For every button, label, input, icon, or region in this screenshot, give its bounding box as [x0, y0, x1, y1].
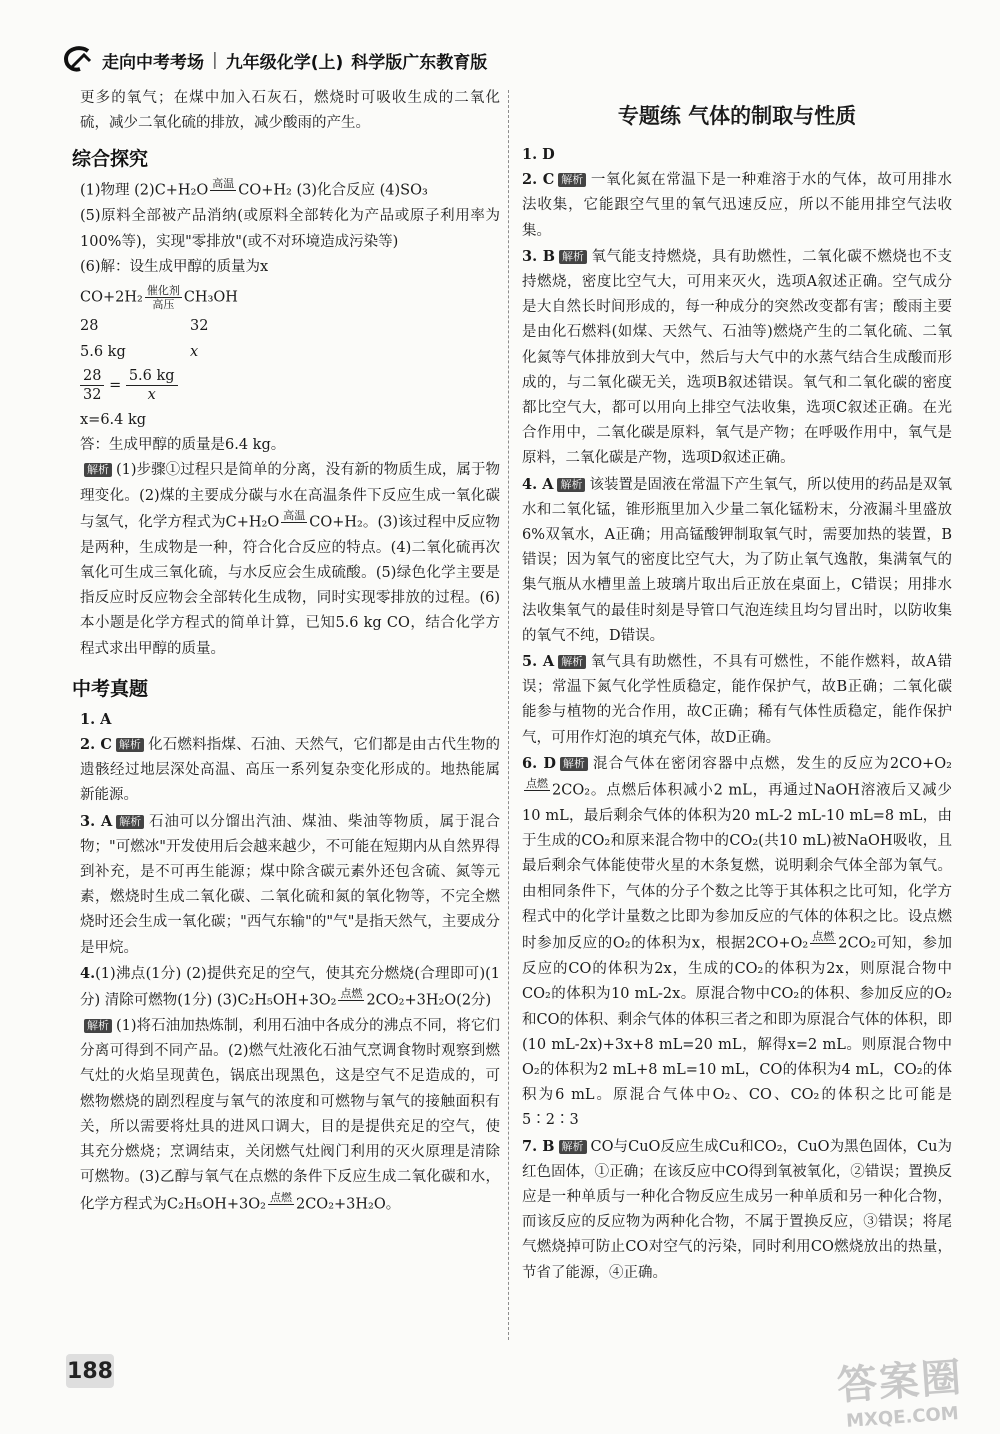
question-2: 2. C 解析 一氧化氮在常温下是一种难溶于水的气体，故可用排水法收集，它能跟空气里的氧气迅速反应，所以不能用排空气法收集。: [522, 171, 952, 239]
question-4: 4.(1)沸点(1分) (2)提供充足的空气，使其充分燃烧(合理即可)(1分) 清除可燃物(1分) (3)C₂H₅OH+3O₂ 点燃 2CO₂+3H₂O(2分): [80, 961, 500, 1014]
mass-value-row: 5.6 kg x: [80, 344, 199, 361]
page-number: 188: [66, 1354, 114, 1388]
page-header: 走向中考考场 | 九年级化学(上) 科学版广东教育版: [62, 42, 962, 78]
question-3: 3. B 解析 氧气能支持燃烧，具有助燃性，二氧化碳不燃烧也不支持燃烧，密度比空气大，可用来灭火，选项A叙述正确。空气成分是大自然长时间形成的，每一种成分的突然改变都有害；酸雨主要是由化石燃料(如煤、天然气、石油等)燃烧产生的二氧化硫、二氧化氮等气体排放到大气中，然后与大气中的水蒸气结合生成酸而形成的，与二氧化碳无关，选项B叙述错误。氧气和二氧化碳的密度都比空气大，都可以用向上排空气法收集，选项C叙述正确。在光合作用中，二氧化碳是原料，氧气是产物；在呼吸作用中，氧气是原料，二氧化碳是产物，选项D叙述正确。: [522, 247, 952, 467]
question-1: 1. D: [522, 146, 555, 163]
section-title-exam: 中考真题: [72, 677, 149, 700]
section-title-comprehensive: 综合探究: [72, 148, 149, 171]
analysis-tag: 解析: [84, 1019, 112, 1033]
reaction-condition: 点燃: [526, 777, 548, 791]
question-1: 1. A: [80, 710, 112, 728]
answer-statement: 答：生成甲醇的质量是6.4 kg。: [80, 437, 286, 454]
reaction-condition: 高温: [212, 177, 235, 191]
analysis-tag: 解析: [558, 655, 586, 669]
book-edition: 科学版广东教育版: [351, 52, 488, 73]
analysis-tag: 解析: [557, 478, 585, 492]
x-value: x=6.4 kg: [80, 412, 147, 429]
explanation: 解析 (1)步骤①过程只是简单的分离，没有新的物质生成，属于物理变化。(2)煤的主要成分碳与水在高温条件下反应生成一氧化碳与氢气，化学方程式为C+H₂O 高温 CO+H₂。(3)该过程中反应物是两种，生成物是一种，符合化合反应的特点。(4)二氧化硫再次氧化可生成三氧化硫，与水反应会生成硫酸。(5)绿色化学主要是指反应时反应物会全部转化生成物，同时实现零排放的过程。(6)本小题是化学方程式的简单计算，已知5.6 kg CO，结合化学方程式求出甲醇的质量。: [80, 462, 500, 657]
column-divider: [508, 90, 509, 1340]
analysis-tag: 解析: [559, 250, 587, 264]
right-column: [522, 86, 952, 1286]
analysis-tag: 解析: [559, 1140, 587, 1154]
reaction-condition: 高温: [283, 508, 306, 522]
reaction-condition: 点燃: [269, 1190, 292, 1204]
question-5: 5. A 解析 氧气具有助燃性，不具有可燃性，不能作燃料，故A错误；常温下氮气化学性质稳定，能作保护气，故B正确；二氧化碳能参与植物的光合作用，故C正确；稀有气体性质稳定，能作保护气，可用作灯泡的填充气体，故D正确。: [522, 653, 952, 746]
question-2: 2. C 解析 化石燃料指煤、石油、天然气，它们都是由古代生物的遗骸经过地层深处高温、高压一系列复杂变化形成的。地热能属新能源。: [80, 736, 500, 804]
question-7: 7. B 解析 CO与CuO反应生成Cu和CO₂，CuO为黑色固体，Cu为红色固体，①正确；在该反应中CO得到氧被氧化，②错误；置换反应是一种单质与一种化合物反应生成另一种单质和另一种化合物，而该反应的反应物为两种化合物，不属于置换反应，③错误；将尾气燃烧掉可防止CO对空气的污染，同时利用CO燃烧放出的热量，节省了能源，④正确。: [522, 1137, 952, 1281]
reaction-condition: 点燃: [340, 987, 363, 1001]
mass-ratio-row: 28 32: [80, 318, 209, 335]
proportion: $\frac{28}{32}$ = $\frac{5.6 kg}{x}$: [80, 367, 500, 404]
analysis-tag: 解析: [560, 757, 588, 771]
reaction-condition: 点燃: [812, 930, 835, 944]
intro-text: 更多的氧气；在煤中加入石灰石，燃烧时可吸收生成的二氧化硫，减少二氧化硫的排放，减少酸雨的产生。: [80, 90, 500, 132]
analysis-tag: 解析: [116, 815, 144, 829]
answer-line: (5)原料全部被产品消纳(或原料全部转化为产品或原子利用率为100%等)，实现"零排放"(或不对环境造成污染等): [80, 208, 500, 250]
book-subject: 九年级化学(上): [225, 52, 344, 73]
question-3: 3. A 解析 石油可以分馏出汽油、煤油、柴油等物质，属于混合物；"可燃冰"开发使用后会越来越少，不可能在短期内从自然界得到补充，是不可再生能源；煤中除含碳元素外还包含硫、氮等元素，燃烧时生成二氧化碳、二氧化硫和氮的氧化物等，不完全燃烧时还会生成一氧化碳；"西气东输"的"气"是指天然气，主要成分是甲烷。: [80, 812, 501, 956]
left-column: [72, 86, 501, 1218]
analysis-tag: 解析: [116, 738, 144, 752]
analysis-tag: 解析: [558, 173, 586, 187]
question-6: 6. D 解析 混合气体在密闭容器中点燃，发生的反应为2CO+O₂ 点燃 2CO₂。点燃后体积减小2 mL，再通过NaOH溶液后又减少10 mL，最后剩余气体的体积为20 mL-2 mL-10 mL=8 mL，由于生成的CO₂和原来混合物中的CO₂(共10 mL)被NaOH吸收，且最后剩余气体能使带火星的木条复燃，说明剩余气体全部为氧气。由相同条件下，气体的分子个数之比等于其体积之比可知，化学方程式中的化学计量数之比即为参加反应的气体的体积之比。设点燃时参加反应的O₂的体积为x，根据2CO+O₂ 点燃 2CO₂可知，参加反应的CO的体积为2x，生成的CO₂的体积为2x，则原混合物中CO₂的体积为10 mL-2x。原混合物中CO₂的体积、参加反应的O₂和CO的体积、剩余气体的体积三者之和即为原混合气体的体积，即(10 mL-2x)+3x+8 mL=20 mL，解得x=2 mL。则原混合物中O₂的体积为2 mL+8 mL=10 mL，CO的体积为4 mL，CO₂的体积为6 mL。原混合气体中O₂、CO、CO₂的体积之比可能是5∶2∶3: [522, 754, 952, 1129]
question-4: 4. A 解析 该装置是固液在常温下产生氧气，所以使用的药品是双氧水和二氧化锰，锥形瓶里加入少量二氧化锰粉末，分液漏斗里盛放6%双氧水，A正确；用高锰酸钾制取氧气时，需要加热的装置，B错误；因为氧气的密度比空气大，为了防止氧气逸散，集满氧气的集气瓶从水槽里盖上玻璃片取出后正放在桌面上，C错误；用排水法收集氧气的最佳时刻是导管口气泡连续且均匀冒出时，以防收集的氧气不纯，D错误。: [522, 475, 953, 644]
topic-title: 专题练 气体的制取与性质: [617, 104, 857, 128]
methanol-equation: CO+2H₂ 催化剂 高压 CH₃OH: [80, 284, 238, 312]
brand-name: 走向中考考场: [102, 52, 204, 73]
answer-line: (6)解：设生成甲醇的质量为x: [80, 258, 269, 275]
brand-logo-icon: [62, 45, 94, 75]
analysis-tag: 解析: [84, 463, 112, 477]
explanation: 解析 (1)将石油加热炼制，利用石油中各成分的沸点不同，将它们分离可得到不同产品。(2)燃气灶液化石油气烹调食物时观察到燃气灶的火焰呈现黄色，锅底出现黑色，这是空气不足造成的，可燃物燃烧的剧烈程度与氧气的浓度和可燃物与氧气的接触面积有关，所以需要将灶具的进风口调大，目的是提供充足的空气，使其充分燃烧；烹调结束，关闭燃气灶阀门利用的灭火原理是清除可燃物。(3)乙醇与氧气在点燃的条件下反应生成二氧化碳和水，化学方程式为C₂H₅OH+3O₂ 点燃 2CO₂+3H₂O。: [80, 1014, 500, 1217]
watermark: 答案圈 MXQE.COM: [835, 1354, 965, 1432]
answer-line: (1)物理 (2)C+H₂O 高温 CO+H₂ (3)化合反应 (4)SO₃: [80, 177, 500, 204]
reaction-condition: 催化剂 高压: [146, 284, 180, 312]
